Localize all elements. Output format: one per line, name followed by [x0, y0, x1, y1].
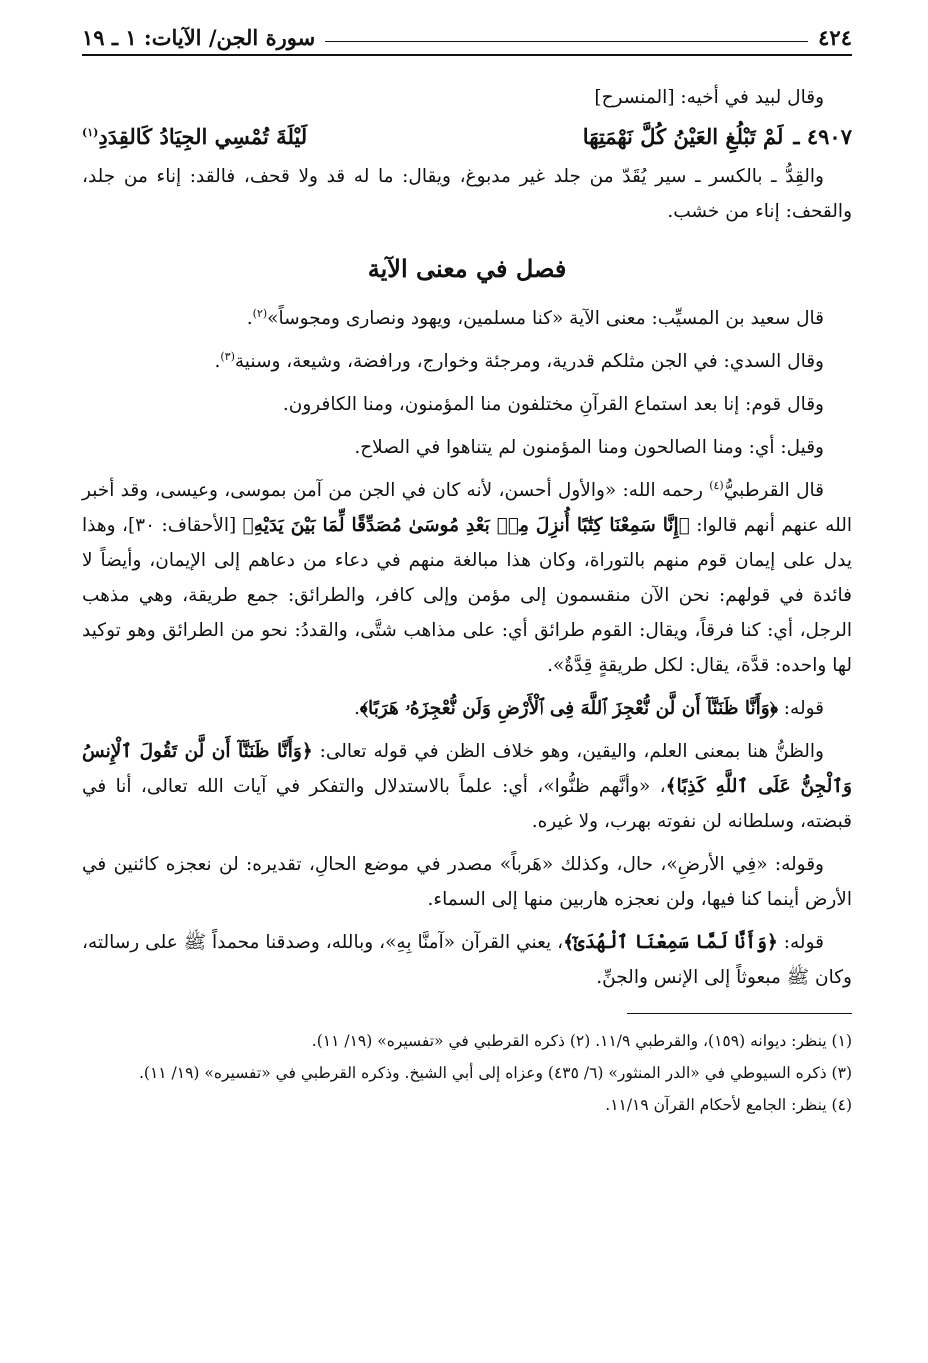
- footnote-mark: (٢): [252, 306, 268, 320]
- running-title: سورة الجن/ الآيات: ١ ـ ١٩: [82, 25, 316, 50]
- footnotes: [82, 1028, 852, 1119]
- poetry-verse: [82, 117, 852, 157]
- running-header: [82, 18, 852, 50]
- page-number: ٤٢٤: [818, 25, 852, 50]
- quran-quote: ﴿إِنَّا سَمِعْنَا كِتَٰبًا أُنزِلَ مِنۢ بَعْدِ مُوسَىٰ مُصَدِّقًا لِّمَا بَيْنَ يَدَيْهِ﴾: [242, 515, 690, 536]
- book-page: [82, 18, 852, 1124]
- footnote-rule: [627, 1013, 852, 1014]
- paragraph-end: .: [246, 308, 253, 329]
- header-rule: [82, 54, 852, 56]
- verse-number: ٤٩٠٧ ـ: [793, 124, 852, 149]
- verse-hemistich-2-text: لَيْلَةَ تُمْسِي الجِيَادُ كَالقِدَدِ: [98, 124, 308, 149]
- paragraph-text: والظنُّ هنا بمعنى العلم، واليقين، وهو خلاف الظن في قوله تعالى:: [312, 741, 824, 762]
- paragraph: [82, 301, 852, 336]
- footnote: (٣) ذكره السيوطي في «الدر المنثور» (٦/ ٤٣٥) وعزاه إلى أبي الشيخ. وذكره القرطبي في «تفسيره» (١٩/ ١١).: [138, 1064, 852, 1082]
- paragraph-text: [الأحقاف: ٣٠]، وهذا يدل على إيمان قوم منهم بالتوراة، وكان هذا مبالغة منهم في دعاء من دعاهم إلى الإيمان، وأيضاً لا فائدة في قولهم: نحن الآن منقسمون إلى مؤمن وإلى كافر، والطرائق: جمع طريقة، وهي مذهب الرجل، أي: كنا فرقاً، ويقال: القوم طرائق أي: على مذاهب شتَّى، والقددُ: نحو من الطرائق وهو توكيد لها واحده: قدَّة، يقال: لكل طريقةٍ قِدَّةٌ».: [82, 515, 852, 676]
- paragraph: [82, 734, 852, 839]
- paragraph-text: ، يعني القرآن «آمنَّا بِهِ»، وبالله، وصدقنا محمداً ﷺ على رسالته، وكان ﷺ مبعوثاً إلى الإنس والجنِّ.: [82, 932, 852, 988]
- paragraph-text: قوله:: [777, 698, 824, 719]
- paragraph: وقيل: أي: ومنا الصالحون ومنا المؤمنون لم يتناهوا في الصلاح.: [354, 437, 824, 458]
- quran-quote: ﴿وَأَنَّا لَمَّا سَمِعْنَا ٱلْهُدَىٰٓ﴾: [563, 932, 778, 953]
- header-line: [325, 41, 808, 42]
- paragraph: وقوله: «فِي الأرضِ»، حال، وكذلك «هَرباً» مصدر في موضع الحالِ، تقديره: لن نعجزه كائنين في الأرض أينما كنا فيها، ولن نعجزه هاربين منها إلى السماء.: [82, 854, 852, 910]
- footnote: (٤) ينظر: الجامع لأحكام القرآن ١١/١٩.: [605, 1096, 852, 1114]
- paragraph-text: قال القرطبيُّ: [723, 480, 824, 501]
- paragraph-text: ، «وأنَّهم ظنُّوا»، أي: علماً بالاستدلال والتفكر في آيات الله تعالى، أنا في قبضته، وسلطانه لن نفوته بهرب، ولا غيره.: [82, 776, 852, 832]
- quran-quote: ﴿وَأَنَّا ظَنَنَّآ أَن لَّن نُّعْجِزَ ٱللَّهَ فِى ٱلْأَرْضِ وَلَن نُّعْجِزَهُۥ هَرَبًا﴾: [359, 698, 778, 719]
- paragraph: والقِدُّ ـ بالكسر ـ سير يُقَدّ من جلد غير مدبوغ، ويقال: ما له قد ولا قحف، فالقد: إناء من جلد، والقحف: إناء من خشب.: [82, 166, 852, 222]
- section-title: فصل في معنى الآية: [367, 254, 567, 283]
- paragraph-text: وقال السدي: في الجن مثلكم قدرية، ومرجئة وخوارج، ورافضة، وشيعة، وسنية: [234, 351, 824, 372]
- paragraph-text: قال سعيد بن المسيِّب: معنى الآية «كنا مسلمين، ويهود ونصارى ومجوساً»: [267, 308, 824, 329]
- quran-quote: ﴿وَأَنَّا ظَنَنَّآ أَن لَّن تَقُولَ ٱلْإِنسُ وَٱلْجِنُّ عَلَى ٱللَّهِ كَذِبًا﴾: [82, 741, 852, 797]
- verse-intro: وقال لبيد في أخيه: [المنسرح]: [594, 87, 824, 108]
- footnote-mark: (٣): [220, 349, 235, 363]
- verse-hemistich-1: لَمْ تَبْلُغِ العَيْنُ كُلَّ نَهْمَتِهَا: [582, 124, 784, 149]
- footnote-mark: (١): [82, 126, 99, 139]
- paragraph-end: .: [353, 698, 360, 719]
- paragraph-text: قوله:: [777, 932, 824, 953]
- main-text: [82, 80, 852, 1119]
- paragraph: [82, 344, 852, 379]
- paragraph: وقال قوم: إنا بعد استماع القرآنِ مختلفون منا المؤمنون، ومنا الكافرون.: [282, 394, 824, 415]
- paragraph-text: رحمه الله: «والأول أحسن، لأنه كان في الجن من آمن بموسى، وعيسى، وقد أخبر الله عنهم أنهم قالوا:: [82, 480, 852, 536]
- paragraph: [82, 473, 852, 683]
- paragraph: [82, 691, 852, 726]
- verse-hemistich-2: [82, 117, 307, 157]
- paragraph-end: .: [214, 351, 221, 372]
- footnote-mark: (٤): [709, 478, 724, 492]
- paragraph: [82, 925, 852, 995]
- footnote: (١) ينظر: ديوانه (١٥٩)، والقرطبي ١١/٩. (٢) ذكره القرطبي في «تفسيره» (١٩/ ١١).: [311, 1032, 852, 1050]
